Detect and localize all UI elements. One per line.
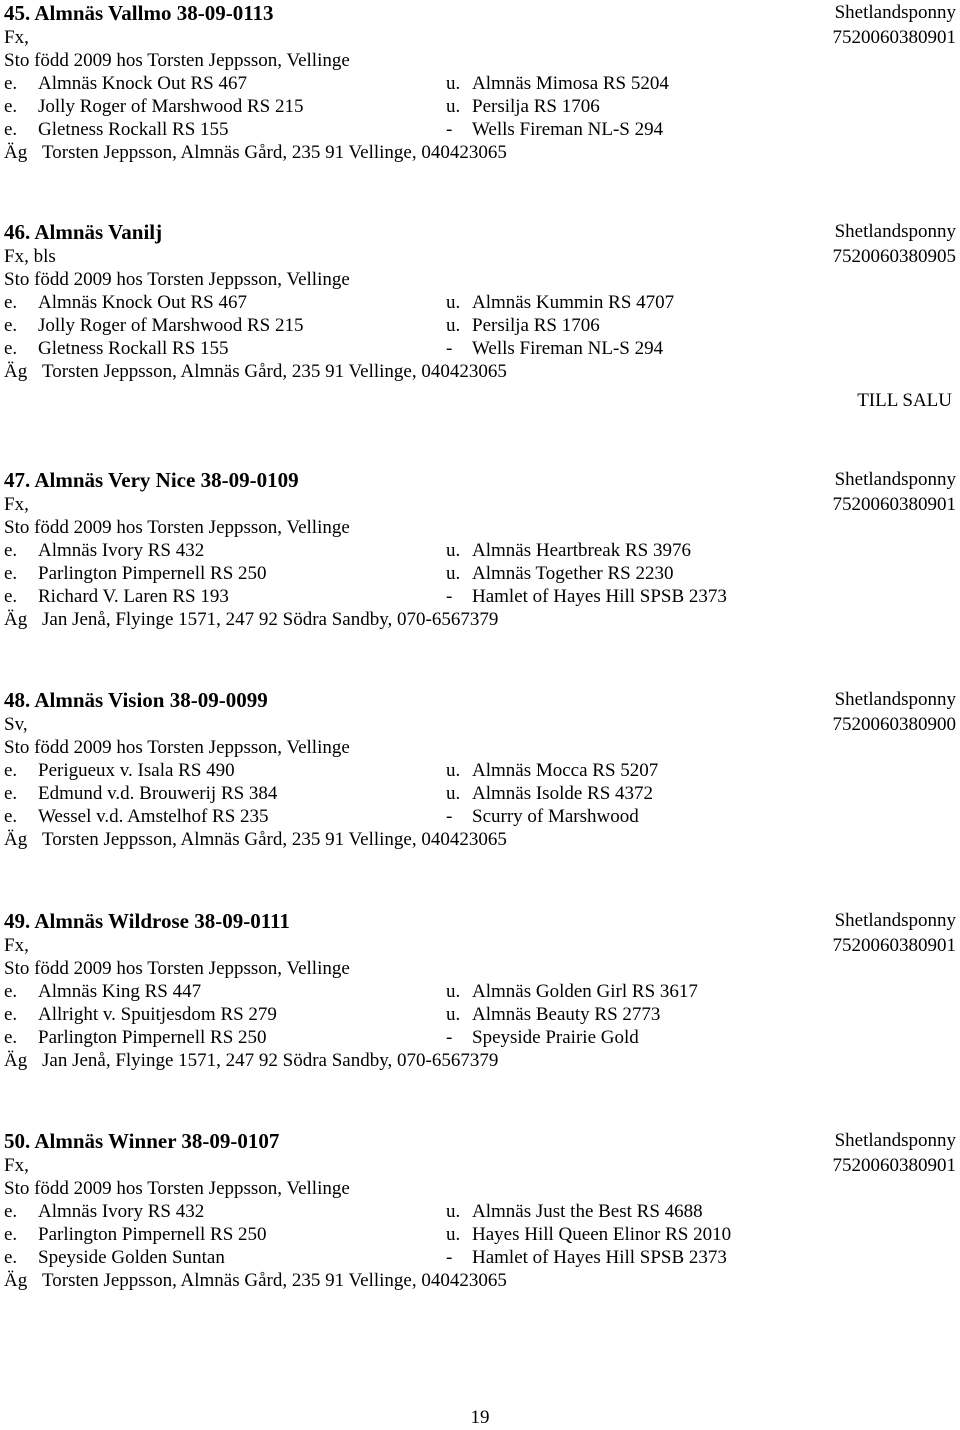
sire-name: Richard V. Laren RS 193 — [38, 586, 229, 607]
sire-name: Speyside Golden Suntan — [38, 1247, 225, 1268]
pedigree-row — [4, 337, 956, 360]
sire-cell — [4, 95, 303, 118]
title-line — [4, 1128, 956, 1154]
pedigree-row — [4, 1200, 956, 1223]
sex-color: Sv, — [4, 714, 28, 735]
dam-name: Almnäs Beauty RS 2773 — [472, 1004, 661, 1025]
dam-name: Almnäs Isolde RS 4372 — [472, 783, 654, 804]
breed: Shetlandsponny — [834, 2, 956, 23]
pedigree-row — [4, 314, 956, 337]
sire-name: Edmund v.d. Brouwerij RS 384 — [38, 783, 278, 804]
dam-prefix: u. — [446, 73, 461, 94]
owner-prefix: Äg — [4, 361, 28, 382]
owner-text: Torsten Jeppsson, Almnäs Gård, 235 91 Vellinge, 040423065 — [42, 1270, 507, 1291]
sex-line — [4, 1154, 956, 1177]
owner-prefix: Äg — [4, 1050, 28, 1071]
dam-cell — [446, 291, 674, 314]
dam-prefix: u. — [446, 1224, 461, 1245]
entry-block — [4, 0, 956, 164]
dam-prefix: u. — [446, 981, 461, 1002]
registration-number: 7520060380905 — [832, 246, 956, 267]
page-number: 19 — [470, 1407, 490, 1428]
owner-prefix: Äg — [4, 829, 28, 850]
dam-cell — [446, 1026, 639, 1049]
sire-cell — [4, 759, 235, 782]
sex-line — [4, 245, 956, 268]
sire-cell — [4, 337, 229, 360]
dam-name: Almnäs Together RS 2230 — [472, 563, 674, 584]
registration-number: 7520060380901 — [832, 494, 956, 515]
dam-cell — [446, 314, 600, 337]
entry-title: 49. Almnäs Wildrose 38-09-0111 — [4, 909, 290, 933]
registration-number: 7520060380900 — [832, 714, 956, 735]
pedigree-row — [4, 805, 956, 828]
sire-prefix: e. — [4, 315, 18, 336]
registration-number: 7520060380901 — [832, 27, 956, 48]
sire-prefix: e. — [4, 119, 18, 140]
dam-name: Scurry of Marshwood — [472, 806, 639, 827]
sex-color: Fx, — [4, 27, 29, 48]
dam-prefix: u. — [446, 1004, 461, 1025]
sire-cell — [4, 1223, 267, 1246]
pedigree-row — [4, 1223, 956, 1246]
entry-block — [4, 1128, 956, 1292]
sire-prefix: e. — [4, 586, 18, 607]
owner-text: Torsten Jeppsson, Almnäs Gård, 235 91 Vellinge, 040423065 — [42, 142, 507, 163]
dam-name: Almnäs Mocca RS 5207 — [472, 760, 659, 781]
dam-prefix: - — [446, 1027, 453, 1048]
sire-prefix: e. — [4, 1027, 18, 1048]
owner-line — [4, 141, 956, 164]
sex-line — [4, 934, 956, 957]
owner-line — [4, 360, 956, 383]
sire-prefix: e. — [4, 806, 18, 827]
dam-name: Hamlet of Hayes Hill SPSB 2373 — [472, 586, 727, 607]
sire-name: Jolly Roger of Marshwood RS 215 — [38, 96, 304, 117]
breed: Shetlandsponny — [834, 910, 956, 931]
pedigree-row — [4, 1003, 956, 1026]
sire-cell — [4, 1003, 277, 1026]
sire-prefix: e. — [4, 292, 18, 313]
dam-cell — [446, 805, 639, 828]
sire-cell — [4, 291, 247, 314]
dam-name: Hayes Hill Queen Elinor RS 2010 — [472, 1224, 732, 1245]
born-line — [4, 516, 956, 539]
entry-title: 47. Almnäs Very Nice 38-09-0109 — [4, 468, 299, 492]
dam-name: Persilja RS 1706 — [472, 96, 600, 117]
sire-prefix: e. — [4, 1247, 18, 1268]
sire-prefix: e. — [4, 338, 18, 359]
dam-prefix: u. — [446, 563, 461, 584]
dam-cell — [446, 782, 653, 805]
entry-block — [4, 908, 956, 1072]
dam-cell — [446, 118, 663, 141]
sire-prefix: e. — [4, 73, 18, 94]
dam-prefix: u. — [446, 315, 461, 336]
sire-cell — [4, 585, 229, 608]
dam-name: Wells Fireman NL-S 294 — [472, 338, 664, 359]
sire-name: Parlington Pimpernell RS 250 — [38, 563, 267, 584]
sire-cell — [4, 72, 247, 95]
breed: Shetlandsponny — [834, 469, 956, 490]
sire-prefix: e. — [4, 760, 18, 781]
owner-text: Jan Jenå, Flyinge 1571, 247 92 Södra Sandby, 070-6567379 — [42, 1050, 499, 1071]
owner-text: Torsten Jeppsson, Almnäs Gård, 235 91 Vellinge, 040423065 — [42, 361, 507, 382]
breed: Shetlandsponny — [834, 1130, 956, 1151]
entry-block — [4, 687, 956, 851]
registration-number: 7520060380901 — [832, 1155, 956, 1176]
dam-cell — [446, 980, 698, 1003]
sire-prefix: e. — [4, 1224, 18, 1245]
entry-title: 50. Almnäs Winner 38-09-0107 — [4, 1129, 280, 1153]
sire-name: Almnäs Ivory RS 432 — [38, 540, 205, 561]
sire-name: Almnäs Knock Out RS 467 — [38, 73, 247, 94]
dam-cell — [446, 562, 674, 585]
sex-color: Fx, bls — [4, 246, 56, 267]
sire-cell — [4, 1026, 267, 1049]
dam-prefix: - — [446, 119, 453, 140]
pedigree-row — [4, 782, 956, 805]
title-line — [4, 908, 956, 934]
owner-line — [4, 828, 956, 851]
dam-name: Almnäs Just the Best RS 4688 — [472, 1201, 703, 1222]
dam-name: Almnäs Mimosa RS 5204 — [472, 73, 669, 94]
sire-name: Allright v. Spuitjesdom RS 279 — [38, 1004, 277, 1025]
dam-prefix: u. — [446, 760, 461, 781]
entry-title: 45. Almnäs Vallmo 38-09-0113 — [4, 1, 274, 25]
dam-cell — [446, 1200, 703, 1223]
pedigree-row — [4, 759, 956, 782]
sire-name: Parlington Pimpernell RS 250 — [38, 1027, 267, 1048]
sire-cell — [4, 805, 269, 828]
breed: Shetlandsponny — [834, 221, 956, 242]
pedigree-row — [4, 980, 956, 1003]
sire-cell — [4, 980, 201, 1003]
pedigree-row — [4, 562, 956, 585]
dam-prefix: u. — [446, 783, 461, 804]
born-line — [4, 736, 956, 759]
title-line — [4, 467, 956, 493]
dam-prefix: - — [446, 806, 453, 827]
owner-prefix: Äg — [4, 1270, 28, 1291]
dam-cell — [446, 1223, 731, 1246]
pedigree-row — [4, 118, 956, 141]
dam-name: Hamlet of Hayes Hill SPSB 2373 — [472, 1247, 727, 1268]
dam-name: Speyside Prairie Gold — [472, 1027, 639, 1048]
sire-prefix: e. — [4, 1004, 18, 1025]
sire-name: Almnäs Ivory RS 432 — [38, 1201, 205, 1222]
pedigree-row — [4, 539, 956, 562]
sire-cell — [4, 1200, 204, 1223]
sex-color: Fx, — [4, 935, 29, 956]
dam-cell — [446, 1003, 660, 1026]
owner-prefix: Äg — [4, 142, 28, 163]
sire-cell — [4, 1246, 225, 1269]
dam-cell — [446, 585, 727, 608]
entry-title: 48. Almnäs Vision 38-09-0099 — [4, 688, 268, 712]
pedigree-row — [4, 72, 956, 95]
pedigree-row — [4, 1026, 956, 1049]
sire-name: Jolly Roger of Marshwood RS 215 — [38, 315, 304, 336]
dam-cell — [446, 72, 669, 95]
owner-prefix: Äg — [4, 609, 28, 630]
born-text: Sto född 2009 hos Torsten Jeppsson, Vellinge — [4, 958, 350, 979]
dam-name: Almnäs Heartbreak RS 3976 — [472, 540, 691, 561]
sire-prefix: e. — [4, 1201, 18, 1222]
born-line — [4, 957, 956, 980]
dam-name: Persilja RS 1706 — [472, 315, 600, 336]
owner-line — [4, 608, 956, 631]
sire-prefix: e. — [4, 563, 18, 584]
born-text: Sto född 2009 hos Torsten Jeppsson, Vellinge — [4, 50, 350, 71]
entry-block — [4, 467, 956, 631]
title-line — [4, 219, 956, 245]
note-line — [4, 383, 956, 415]
born-line — [4, 49, 956, 72]
pedigree-row — [4, 1246, 956, 1269]
breed: Shetlandsponny — [834, 689, 956, 710]
sire-name: Perigueux v. Isala RS 490 — [38, 760, 235, 781]
sire-name: Wessel v.d. Amstelhof RS 235 — [38, 806, 269, 827]
dam-cell — [446, 539, 691, 562]
dam-prefix: u. — [446, 292, 461, 313]
title-line — [4, 0, 956, 26]
dam-prefix: u. — [446, 96, 461, 117]
sire-name: Parlington Pimpernell RS 250 — [38, 1224, 267, 1245]
pedigree-row — [4, 585, 956, 608]
sire-name: Gletness Rockall RS 155 — [38, 119, 229, 140]
born-text: Sto född 2009 hos Torsten Jeppsson, Vellinge — [4, 517, 350, 538]
sire-prefix: e. — [4, 783, 18, 804]
born-text: Sto född 2009 hos Torsten Jeppsson, Vellinge — [4, 269, 350, 290]
sire-cell — [4, 539, 204, 562]
sire-prefix: e. — [4, 540, 18, 561]
dam-name: Wells Fireman NL-S 294 — [472, 119, 664, 140]
sex-color: Fx, — [4, 494, 29, 515]
dam-prefix: u. — [446, 540, 461, 561]
sex-line — [4, 713, 956, 736]
born-line — [4, 268, 956, 291]
sire-prefix: e. — [4, 96, 18, 117]
dam-prefix: u. — [446, 1201, 461, 1222]
dam-name: Almnäs Golden Girl RS 3617 — [472, 981, 698, 1002]
dam-prefix: - — [446, 338, 453, 359]
entry-block — [4, 219, 956, 415]
dam-prefix: - — [446, 586, 453, 607]
sale-note: TILL SALU — [857, 390, 952, 411]
dam-cell — [446, 95, 600, 118]
pedigree-row — [4, 95, 956, 118]
born-text: Sto född 2009 hos Torsten Jeppsson, Vellinge — [4, 737, 350, 758]
sire-cell — [4, 782, 277, 805]
sire-prefix: e. — [4, 981, 18, 1002]
dam-name: Almnäs Kummin RS 4707 — [472, 292, 675, 313]
entry-title: 46. Almnäs Vanilj — [4, 220, 163, 244]
born-text: Sto född 2009 hos Torsten Jeppsson, Vellinge — [4, 1178, 350, 1199]
title-line — [4, 687, 956, 713]
owner-text: Torsten Jeppsson, Almnäs Gård, 235 91 Vellinge, 040423065 — [42, 829, 507, 850]
sex-line — [4, 26, 956, 49]
sire-cell — [4, 118, 229, 141]
sire-cell — [4, 562, 267, 585]
dam-cell — [446, 759, 658, 782]
owner-line — [4, 1049, 956, 1072]
sire-name: Almnäs King RS 447 — [38, 981, 202, 1002]
dam-prefix: - — [446, 1247, 453, 1268]
owner-line — [4, 1269, 956, 1292]
registration-number: 7520060380901 — [832, 935, 956, 956]
dam-cell — [446, 337, 663, 360]
sex-line — [4, 493, 956, 516]
owner-text: Jan Jenå, Flyinge 1571, 247 92 Södra Sandby, 070-6567379 — [42, 609, 499, 630]
born-line — [4, 1177, 956, 1200]
sire-name: Gletness Rockall RS 155 — [38, 338, 229, 359]
sire-cell — [4, 314, 303, 337]
pedigree-row — [4, 291, 956, 314]
dam-cell — [446, 1246, 727, 1269]
sex-color: Fx, — [4, 1155, 29, 1176]
sire-name: Almnäs Knock Out RS 467 — [38, 292, 247, 313]
